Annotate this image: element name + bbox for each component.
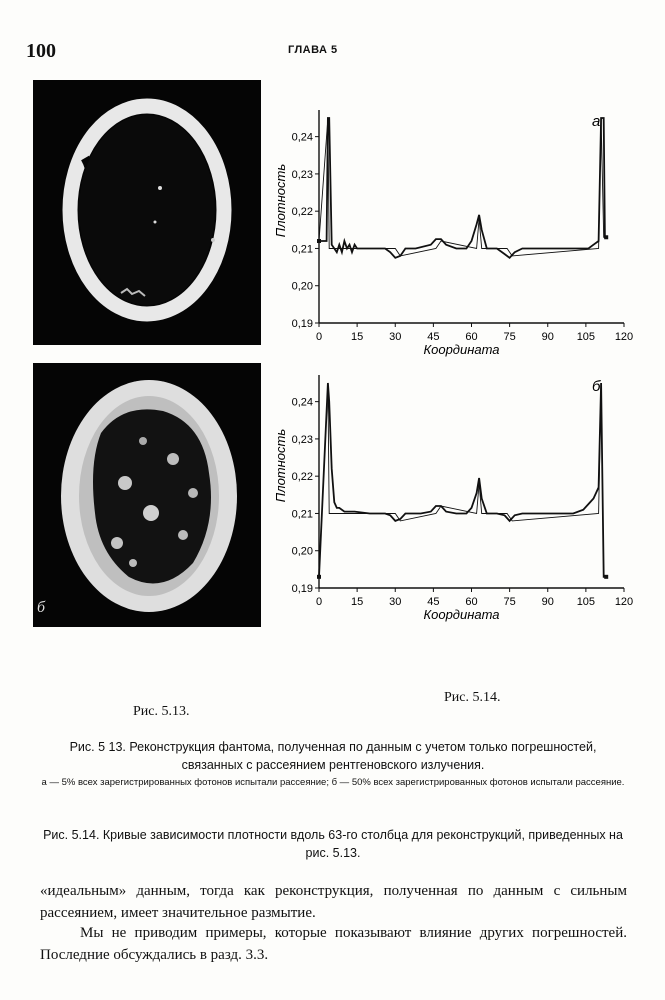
series-line-ideal xyxy=(319,118,606,256)
y-tick-label: 0,21 xyxy=(291,243,313,256)
x-tick-label: 0 xyxy=(315,596,323,608)
reconstruction-image-a xyxy=(33,80,261,345)
page-number: 100 xyxy=(26,40,56,62)
x-tick-label: 75 xyxy=(503,331,516,343)
x-axis-label: Координата xyxy=(423,607,500,622)
x-tick-label: 105 xyxy=(576,596,596,608)
figure-5-14-caption: Рис. 5.14. Кривые зависимости плотности вдоль 63-го столбца для реконструкций, приведенных на рис. 5.13. xyxy=(43,828,623,860)
series-marker xyxy=(604,235,608,239)
x-tick-label: 90 xyxy=(541,331,554,343)
y-tick-label: 0,20 xyxy=(291,280,313,293)
y-tick-label: 0,22 xyxy=(291,471,313,484)
x-tick-label: 60 xyxy=(465,596,478,608)
x-tick-label: 30 xyxy=(389,331,402,343)
y-tick-label: 0,23 xyxy=(291,168,313,181)
density-chart-a xyxy=(262,100,642,365)
body-paragraph-2: Мы не приводим примеры, которые показывают влияние других погрешностей. Последние обсуждались в разд. 3.3. xyxy=(40,925,627,963)
series-line-reconstruction xyxy=(319,383,606,577)
y-tick-label: 0,24 xyxy=(291,131,313,144)
figure-5-13-caption: Рис. 5 13. Реконструкция фантома, полученная по данным с учетом только погрешностей, связанных с рассеянием рентгеновского излучения. xyxy=(69,740,597,772)
x-tick-label: 120 xyxy=(614,596,634,608)
x-axis-label: Координата xyxy=(423,342,500,357)
y-axis-label: Плотность xyxy=(273,163,288,238)
y-tick-label: 0,24 xyxy=(291,396,313,409)
x-tick-label: 15 xyxy=(351,596,364,608)
x-tick-label: 15 xyxy=(351,331,364,343)
x-tick-label: 45 xyxy=(427,331,440,343)
series-marker xyxy=(317,239,321,243)
figure-5-13-subcaption: а — 5% всех зарегистрированных фотонов испытали рассеяние; б — 50% всех зарегистрированных фотонов испытали рассеяние. xyxy=(41,777,625,788)
panel-b-letter: б xyxy=(37,599,46,616)
panel-label: а xyxy=(592,113,601,130)
x-tick-label: 75 xyxy=(503,596,516,608)
y-tick-label: 0,19 xyxy=(291,583,313,595)
reconstruction-image-b xyxy=(33,363,261,627)
x-tick-label: 60 xyxy=(465,331,478,343)
y-tick-label: 0,19 xyxy=(291,318,313,330)
y-axis-label: Плотность xyxy=(273,428,288,503)
x-tick-label: 45 xyxy=(427,596,440,608)
y-tick-label: 0,23 xyxy=(291,433,313,446)
x-tick-label: 105 xyxy=(576,331,596,343)
x-tick-label: 0 xyxy=(315,331,323,343)
figure-5-14-label: Рис. 5.14. xyxy=(444,690,501,705)
series-line-reconstruction xyxy=(319,118,606,258)
y-tick-label: 0,22 xyxy=(291,206,313,219)
x-tick-label: 90 xyxy=(541,596,554,608)
body-paragraph-1: «идеальным» данным, тогда как реконструкция, полученная по данным с сильным рассеянием, имеет значительное размытие. xyxy=(40,883,627,921)
x-tick-label: 120 xyxy=(614,331,634,343)
y-tick-label: 0,20 xyxy=(291,545,313,558)
y-tick-label: 0,21 xyxy=(291,508,313,521)
series-marker xyxy=(604,575,608,579)
series-line-ideal xyxy=(328,383,601,521)
panel-label: б xyxy=(592,378,601,395)
series-marker xyxy=(317,575,321,579)
chapter-title: ГЛАВА 5 xyxy=(288,44,338,56)
x-tick-label: 30 xyxy=(389,596,402,608)
density-chart-b xyxy=(262,365,642,620)
figure-5-13-label: Рис. 5.13. xyxy=(133,704,190,719)
